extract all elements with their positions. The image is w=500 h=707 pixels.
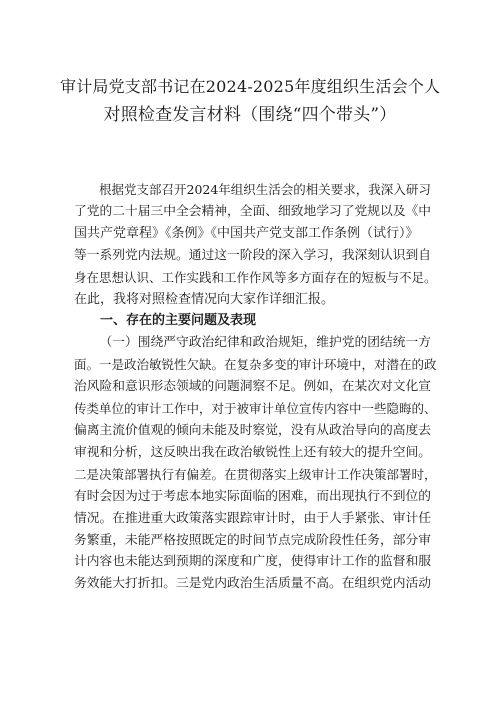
body-line: 情况。在推进重大政策落实跟踪审计时，由于人手紧张、审计任: [74, 510, 431, 526]
title-line: 对照检查发言材料（围绕“四个带头”）: [103, 105, 397, 125]
document-title: [60, 72, 440, 130]
body-line: 计内容也未能达到预期的深度和广度，使得审计工作的监督和服: [74, 554, 431, 570]
body-line: 了党的二十届三中全会精神，全面、细致地学习了党规以及《中: [74, 203, 431, 219]
body-line: 治风险和意识形态领域的问题洞察不足。例如，在某次对文化宣: [74, 379, 431, 395]
body-line: 根据党支部召开2024年组织生活会的相关要求，我深入研习: [99, 182, 431, 197]
body-line: 等一系列党内法规。通过这一阶段的深入学习，我深刻认识到自: [74, 247, 431, 263]
body-line: （一）围绕严守政治纪律和政治规矩，维护党的团结统一方: [99, 335, 431, 351]
document-body: [74, 179, 436, 595]
body-line: 偏离主流价值观的倾向未能及时察觉，没有从政治导向的高度去: [74, 422, 431, 438]
section-heading: 一、存在的主要问题及表现: [100, 313, 257, 329]
body-line: 身在思想认识、工作实践和工作作风等多方面存在的短板与不足。: [74, 269, 437, 285]
body-line: 务繁重，未能严格按照既定的时间节点完成阶段性任务，部分审: [74, 532, 431, 548]
body-line: 国共产党章程》《条例》《中国共产党支部工作条例（试行）》: [74, 225, 419, 241]
body-line: 面。一是政治敏锐性欠缺。在复杂多变的审计环境中，对潜在的政: [74, 357, 437, 373]
body-line: 在此，我将对照检查情况向大家作详细汇报。: [74, 291, 335, 307]
title-line: 审计局党支部书记在2024-2025年度组织生活会个人: [60, 77, 441, 96]
body-line: 有时会因为过于考虑本地实际面临的困难，而出现执行不到位的: [74, 488, 431, 504]
body-line: 务效能大打折扣。三是党内政治生活质量不高。在组织党内活动: [74, 576, 431, 592]
body-line: 二是决策部署执行有偏差。在贯彻落实上级审计工作决策部署时，: [74, 466, 437, 482]
body-line: 传类单位的审计工作中，对于被审计单位宣传内容中一些隐晦的、: [74, 401, 437, 417]
body-line: 审视和分析，这反映出我在政治敏锐性上还有较大的提升空间。: [74, 444, 431, 460]
